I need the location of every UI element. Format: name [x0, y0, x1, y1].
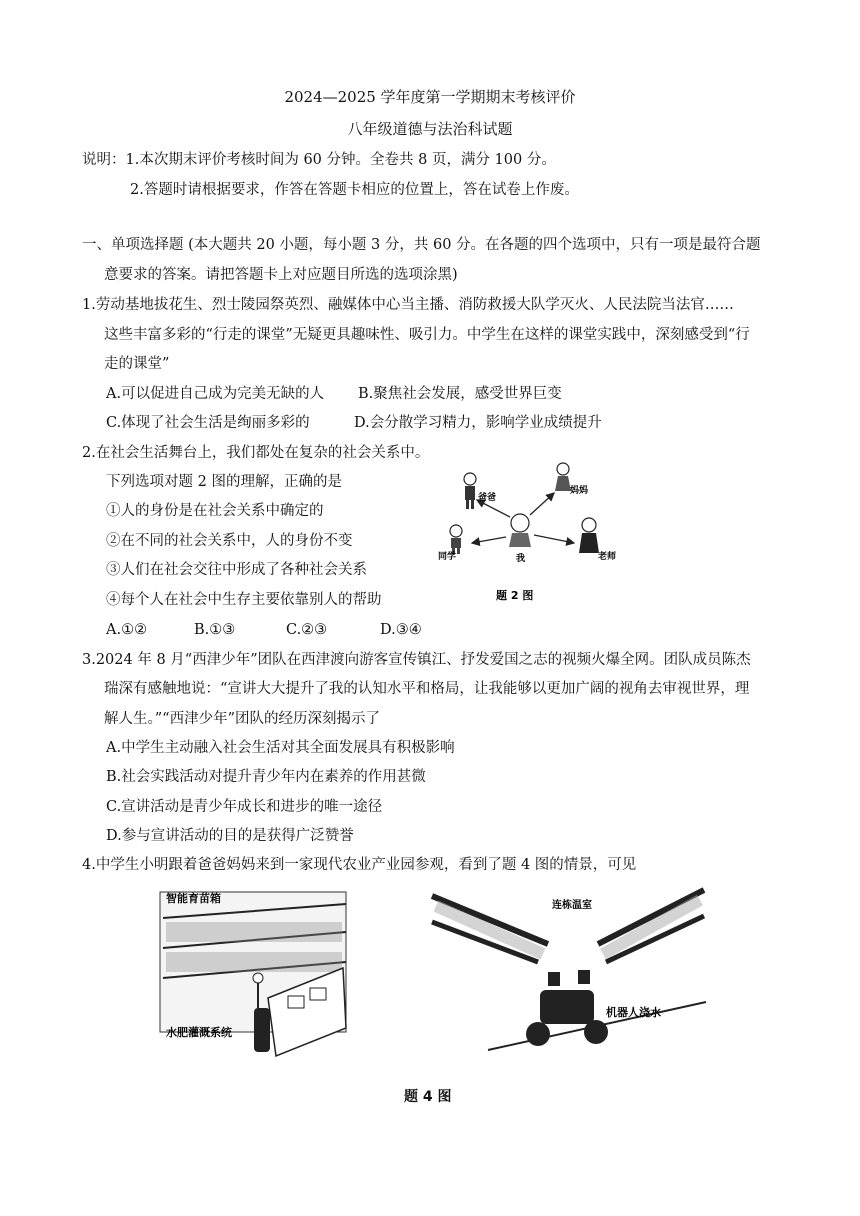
mom-figure — [555, 463, 571, 491]
label-seedbed: 智能育苗箱 — [166, 892, 221, 905]
q1-option-d: D.会分散学习精力，影响学业成绩提升 — [354, 415, 602, 431]
q3-stem-line-1: 3.2024 年 8 月“西津少年”团队在西津渡向游客宣传镇江、抒发爱国之志的视频火爆全网。团队成员陈杰 — [82, 652, 751, 668]
q1-stem-line-1: 1.劳动基地拔花生、烈士陵园祭英烈、融媒体中心当主播、消防救援大队学灭火、人民法院当法官…… — [82, 297, 734, 313]
label-classmate: 同学 — [438, 552, 457, 562]
q4-stem-line-1: 4.中学生小明跟着爸爸妈妈来到一家现代农业产业园参观，看到了题 4 图的情景，可见 — [82, 857, 637, 873]
q2-option-c: C.②③ — [286, 622, 328, 638]
note-line-1: 说明：1.本次期末评价考核时间为 60 分钟。全卷共 8 页，满分 100 分。 — [82, 152, 556, 168]
q2-relation-diagram — [432, 455, 632, 605]
label-greenhouse: 连栋温室 — [552, 900, 592, 911]
q3-option-d: D.参与宣讲活动的目的是获得广泛赞誉 — [106, 828, 354, 844]
q2-statement-4: ④每个人在社会中生存主要依靠别人的帮助 — [106, 592, 382, 608]
q2-figure-caption: 题 2 图 — [496, 589, 534, 602]
q2-option-d: D.③④ — [380, 622, 422, 638]
section-heading-line-1: 一、单项选择题 (本大题共 20 小题，每小题 3 分，共 60 分。在各题的四个选项中，只有一项是最符合题 — [82, 237, 761, 253]
q2-stem-line-2: 下列选项对题 2 图的理解，正确的是 — [106, 474, 342, 490]
label-teacher: 老师 — [598, 552, 617, 562]
q2-statement-1: ①人的身份是在社会关系中确定的 — [106, 503, 324, 519]
q2-stem-line-1: 2.在社会生活舞台上，我们都处在复杂的社会关系中。 — [82, 445, 430, 461]
label-dad: 爸爸 — [478, 493, 497, 503]
q1-stem-line-2: 这些丰富多彩的“行走的课堂”无疑更具趣味性、吸引力。中学生在这样的课堂实践中，深刻感受到“行 — [104, 327, 750, 343]
exam-title: 2024—2025 学年度第一学期期末考核评价 — [284, 88, 576, 106]
q3-stem-line-2: 瑞深有感触地说：“宣讲大大提升了我的认知水平和格局，让我能够以更加广阔的视角去审视世界，理 — [104, 681, 750, 697]
q1-option-b: B.聚焦社会发展，感受世界巨变 — [358, 386, 562, 402]
q4-figure-caption: 题 4 图 — [404, 1089, 452, 1105]
q3-option-a: A.中学生主动融入社会生活对其全面发展具有积极影响 — [106, 740, 455, 756]
label-me: 我 — [516, 554, 526, 564]
q1-option-a: A.可以促进自己成为完美无缺的人 — [106, 386, 325, 402]
me-figure — [509, 514, 531, 547]
q3-option-c: C.宣讲活动是青少年成长和进步的唯一途径 — [106, 799, 383, 815]
q2-option-a: A.①② — [106, 622, 148, 638]
label-irrigation: 水肥灌溉系统 — [166, 1026, 232, 1039]
q1-stem-line-3: 走的课堂” — [104, 356, 170, 372]
exam-subtitle: 八年级道德与法治科试题 — [347, 120, 513, 138]
note-line-2: 2.答题时请根据要求，作答在答题卡相应的位置上，答在试卷上作废。 — [130, 182, 579, 198]
q3-option-b: B.社会实践活动对提升青少年内在素养的作用甚微 — [106, 769, 426, 785]
q2-statement-3: ③人们在社会交往中形成了各种社会关系 — [106, 562, 367, 578]
classmate-figure — [450, 525, 462, 554]
q3-stem-line-3: 解人生。”“西津少年”团队的经历深刻揭示了 — [104, 711, 380, 727]
label-robot: 机器人浇水 — [606, 1006, 661, 1019]
dad-figure — [464, 473, 476, 509]
q1-option-c: C.体现了社会生活是绚丽多彩的 — [106, 415, 310, 431]
label-mom: 妈妈 — [570, 486, 589, 496]
q4-figure-seedbed — [158, 888, 348, 1058]
teacher-figure — [579, 518, 599, 553]
q2-statement-2: ②在不同的社会关系中，人的身份不变 — [106, 533, 353, 549]
q2-option-b: B.①③ — [194, 622, 236, 638]
section-heading-line-2: 意要求的答案。请把答题卡上对应题目所选的选项涂黑) — [104, 267, 458, 283]
q4-figure-greenhouse — [428, 882, 708, 1062]
